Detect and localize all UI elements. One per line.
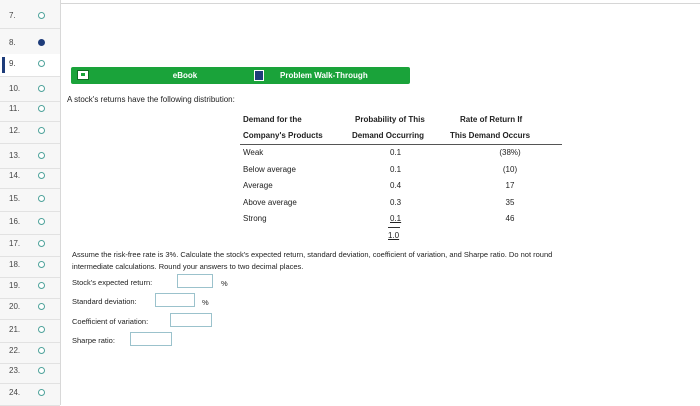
expected-return-input[interactable]: [177, 274, 213, 288]
header-rate-line1: Rate of Return If: [460, 115, 523, 124]
question-nav-item[interactable]: [0, 234, 60, 257]
unanswered-status-icon: [38, 12, 45, 19]
question-number: 17.: [9, 239, 21, 248]
unanswered-status-icon: [38, 282, 45, 289]
question-nav-item[interactable]: [0, 212, 60, 235]
unanswered-status-icon: [38, 261, 45, 268]
problem-content: [62, 0, 700, 405]
unanswered-status-icon: [38, 240, 45, 247]
question-number: 21.: [9, 325, 21, 334]
unanswered-status-icon: [38, 195, 45, 202]
question-number: 8.: [9, 38, 16, 47]
answered-status-icon: [38, 39, 45, 46]
question-number: 13.: [9, 151, 21, 160]
question-nav-item[interactable]: [0, 361, 60, 384]
ebook-label: eBook: [172, 71, 198, 80]
std-dev-input[interactable]: [155, 293, 195, 307]
unanswered-status-icon: [38, 303, 45, 310]
unanswered-status-icon: [38, 152, 45, 159]
question-nav-item[interactable]: [0, 276, 60, 299]
question-nav-item[interactable]: [0, 6, 60, 29]
problem-walkthrough-button[interactable]: [250, 67, 410, 84]
cv-label: Coefficient of variation:: [72, 317, 149, 326]
unanswered-status-icon: [38, 218, 45, 225]
question-number: 20.: [9, 302, 21, 311]
header-divider: [240, 144, 562, 145]
row-return: 46: [505, 214, 515, 223]
cv-input[interactable]: [170, 313, 212, 327]
unanswered-status-icon: [38, 85, 45, 92]
question-nav-item[interactable]: [0, 320, 60, 343]
question-number: 22.: [9, 346, 21, 355]
ebook-icon: [77, 70, 89, 80]
question-nav-item[interactable]: [0, 99, 60, 122]
instructions-line1: Assume the risk-free rate is 3%. Calculate the stock's expected return, standard deviation, coefficient of variation, and Sharpe ratio. Do not round: [72, 250, 553, 259]
row-probability: 0.1: [390, 164, 402, 174]
unanswered-status-icon: [38, 347, 45, 354]
question-number: 23.: [9, 366, 21, 375]
sharpe-input[interactable]: [130, 332, 172, 346]
question-nav-item[interactable]: [0, 54, 60, 77]
unanswered-status-icon: [38, 127, 45, 134]
question-navigator: [0, 0, 61, 405]
unanswered-status-icon: [38, 105, 45, 112]
current-question-indicator: [2, 57, 5, 73]
expected-return-unit: %: [221, 279, 228, 288]
unanswered-status-icon: [38, 60, 45, 67]
question-nav-item[interactable]: [0, 166, 60, 189]
header-prob-line2: Demand Occurring: [352, 131, 425, 140]
question-number: 19.: [9, 281, 21, 290]
header-prob-line1: Probability of This: [355, 115, 425, 124]
row-demand: Strong: [243, 214, 267, 223]
question-number: 9.: [9, 59, 16, 68]
unanswered-status-icon: [38, 326, 45, 333]
row-demand: Average: [243, 181, 273, 190]
header-demand-line2: Company's Products: [243, 131, 323, 140]
row-probability: 0.1: [390, 214, 402, 223]
walkthrough-label: Problem Walk-Through: [280, 71, 368, 80]
row-return: (38%): [499, 148, 521, 157]
row-return: (10): [502, 164, 518, 174]
std-dev-unit: %: [202, 298, 209, 307]
row-demand: Weak: [243, 148, 264, 157]
row-probability: 0.1: [390, 148, 402, 157]
unanswered-status-icon: [38, 389, 45, 396]
probability-sum-line: [388, 227, 400, 228]
row-return: 35: [505, 197, 515, 207]
question-number: 15.: [9, 194, 21, 203]
header-rate-line2: This Demand Occurs: [450, 131, 531, 140]
question-nav-item[interactable]: [0, 383, 60, 406]
instructions-line2: intermediate calculations. Round your answers to two decimal places.: [72, 262, 304, 271]
sharpe-label: Sharpe ratio:: [72, 336, 115, 345]
question-nav-item[interactable]: [0, 33, 60, 56]
unanswered-status-icon: [38, 367, 45, 374]
probability-total: 1.0: [388, 231, 400, 240]
instructions: [72, 249, 682, 273]
unanswered-status-icon: [38, 172, 45, 179]
walkthrough-icon: [254, 70, 264, 81]
row-demand: Below average: [243, 164, 296, 174]
row-probability: 0.3: [390, 197, 402, 207]
header-demand-line1: Demand for the: [243, 115, 302, 124]
std-dev-label: Standard deviation:: [72, 297, 137, 306]
row-demand: Above average: [243, 197, 297, 207]
question-nav-item[interactable]: [0, 255, 60, 278]
question-nav-item[interactable]: [0, 297, 60, 320]
question-number: 7.: [9, 11, 16, 20]
question-number: 16.: [9, 217, 21, 226]
question-number: 12.: [9, 126, 21, 135]
expected-return-label: Stock's expected return:: [72, 278, 153, 287]
question-number: 24.: [9, 388, 21, 397]
question-nav-item[interactable]: [0, 189, 60, 212]
question-number: 10.: [9, 84, 21, 93]
question-number: 14.: [9, 171, 21, 180]
question-number: 18.: [9, 260, 21, 269]
problem-intro: A stock's returns have the following distribution:: [67, 95, 235, 104]
row-probability: 0.4: [390, 181, 402, 190]
question-number: 11.: [9, 104, 20, 113]
question-nav-item[interactable]: [0, 121, 60, 144]
row-return: 17: [505, 181, 515, 190]
